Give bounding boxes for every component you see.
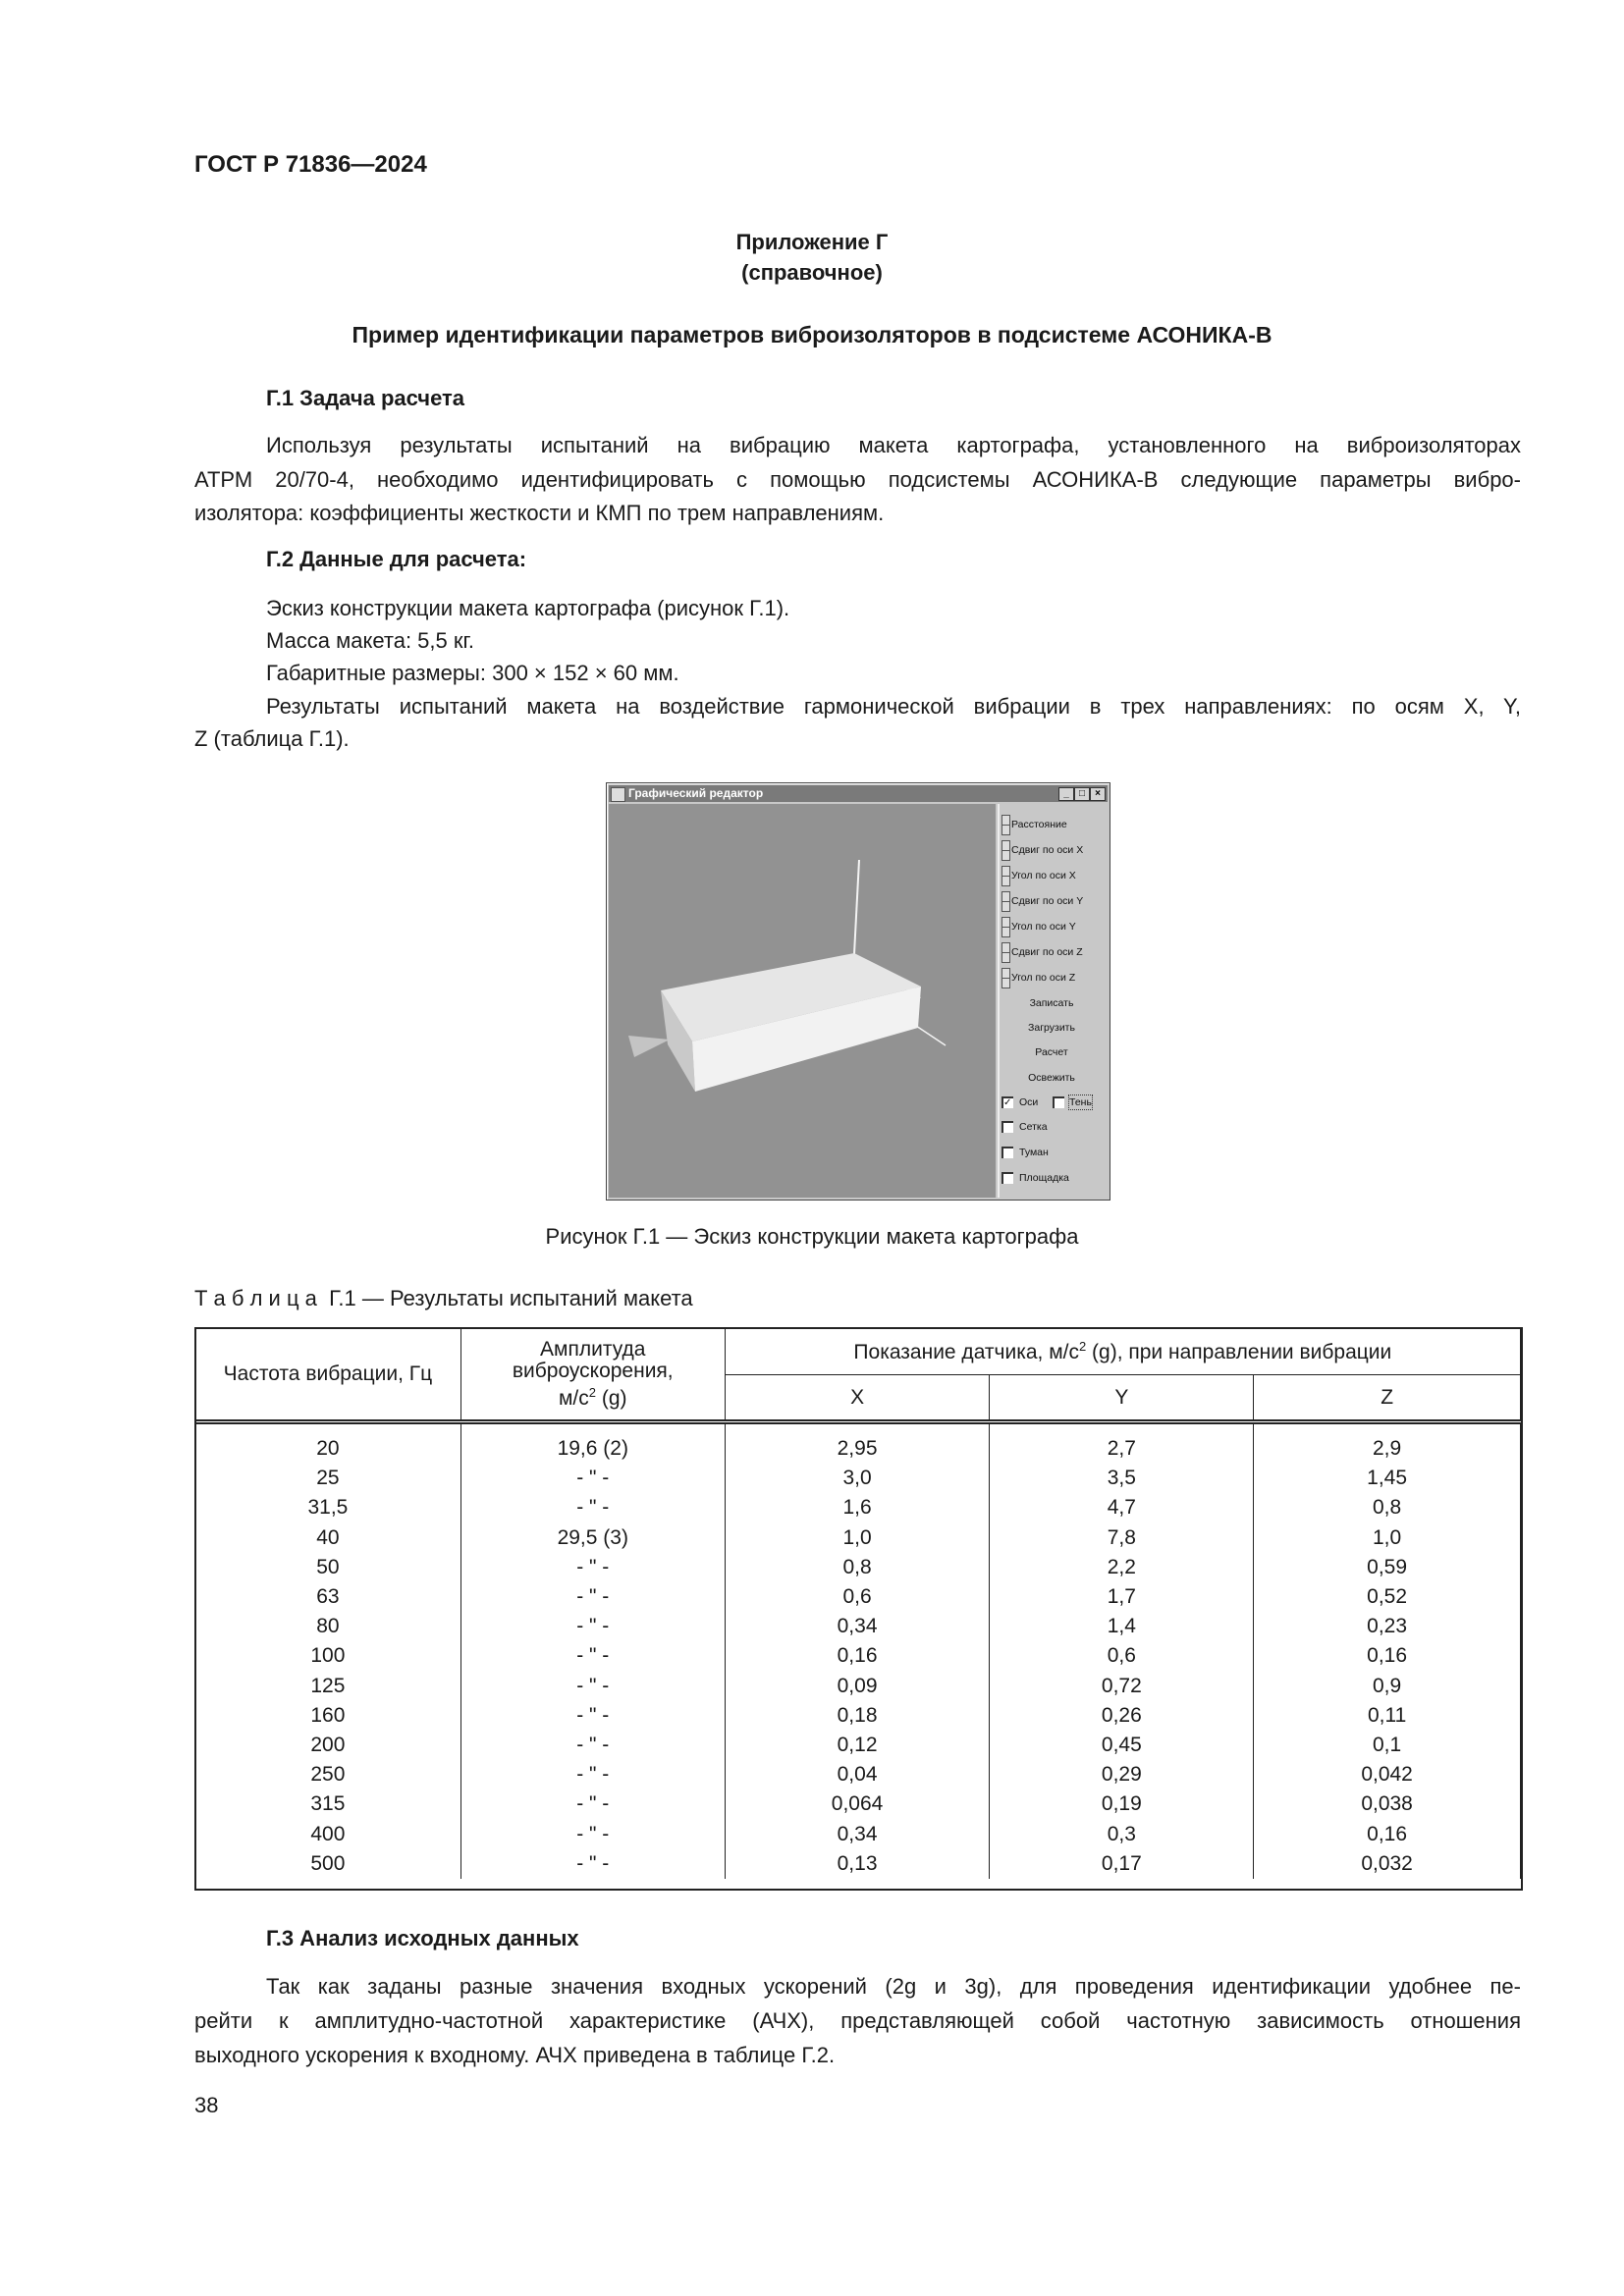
cell-x: 0,09 [725, 1672, 990, 1701]
cell-y: 1,4 [990, 1612, 1254, 1641]
cell-frequency: 63 [195, 1582, 461, 1612]
maximize-icon: □ [1074, 787, 1090, 801]
table-row [195, 1612, 1521, 1641]
cell-x: 0,34 [725, 1819, 990, 1848]
cell-frequency: 400 [195, 1819, 461, 1848]
cell-x: 1,0 [725, 1523, 990, 1553]
cell-frequency: 80 [195, 1612, 461, 1641]
paragraph-line: Эскиз конструкции макета картографа (рисунок Г.1). [266, 596, 790, 620]
cell-y: 0,72 [990, 1672, 1254, 1701]
table-row [195, 1523, 1521, 1553]
box-model-render [609, 804, 996, 1198]
close-icon: × [1090, 787, 1106, 801]
cell-frequency: 315 [195, 1789, 461, 1819]
cell-x: 0,8 [725, 1553, 990, 1582]
cell-amplitude: - " - [460, 1493, 725, 1522]
cell-y: 0,29 [990, 1760, 1254, 1789]
calculate-button[interactable]: Расчет [1035, 1046, 1068, 1058]
cell-y: 2,2 [990, 1553, 1254, 1582]
cell-z: 0,032 [1254, 1849, 1521, 1879]
page-number: 38 [194, 2093, 219, 2117]
cell-amplitude: 29,5 (3) [460, 1523, 725, 1553]
table-row [195, 1789, 1521, 1819]
header-x: X [725, 1375, 990, 1422]
cell-z: 0,042 [1254, 1760, 1521, 1789]
checkbox-icon[interactable] [1001, 1147, 1013, 1158]
cell-y: 4,7 [990, 1493, 1254, 1522]
cell-y: 0,26 [990, 1701, 1254, 1731]
cell-y: 2,7 [990, 1422, 1254, 1465]
appendix-kind: (справочное) [741, 260, 883, 285]
cell-z: 0,9 [1254, 1672, 1521, 1701]
cell-y: 0,3 [990, 1819, 1254, 1848]
cell-x: 0,064 [725, 1789, 990, 1819]
header-sensor: Показание датчика, $м/с^2$ (g), при направлении вибрации [725, 1328, 1520, 1375]
control-panel: Расстояние Сдвиг по оси X Угол по оси X Сдвиг по оси Y Угол по оси Y Сдвиг по оси Z Угол по оси Z Записать Загрузить Расчет Освежить ✓ Оси Тень Сетка Туман Площадка [998, 804, 1108, 1198]
cell-frequency: 50 [195, 1553, 461, 1582]
cell-amplitude: - " - [460, 1672, 725, 1701]
cell-z: 1,0 [1254, 1523, 1521, 1553]
cell-y: 0,17 [990, 1849, 1254, 1879]
cell-frequency: 40 [195, 1523, 461, 1553]
cell-x: 0,18 [725, 1701, 990, 1731]
cell-z: 0,8 [1254, 1493, 1521, 1522]
header-y: Y [990, 1375, 1254, 1422]
header-amplitude: Амплитуда виброускорения, $м/с^2$ (g) [460, 1328, 725, 1422]
minimize-icon: _ [1058, 787, 1074, 801]
refresh-button[interactable]: Освежить [1028, 1072, 1075, 1084]
cell-amplitude: - " - [460, 1582, 725, 1612]
table-row [195, 1582, 1521, 1612]
cell-x: 2,95 [725, 1422, 990, 1465]
cell-amplitude: - " - [460, 1849, 725, 1879]
cell-amplitude: - " - [460, 1641, 725, 1671]
paragraph-line: рейти к амплитудно-частотной характеристике (АЧХ), представляющей собой частотную зависимость отношения [194, 2008, 1521, 2033]
cell-z: 1,45 [1254, 1464, 1521, 1493]
cell-frequency: 125 [195, 1672, 461, 1701]
window-title: Графический редактор [628, 786, 764, 800]
cell-amplitude: - " - [460, 1819, 725, 1848]
paragraph-line: Используя результаты испытаний на вибрацию макета картографа, установленного на виброизоляторах [266, 433, 1521, 457]
results-table [194, 1327, 1521, 1879]
table-caption-text: Г.1 — Результаты испытаний макета [329, 1286, 693, 1310]
checkbox-icon[interactable] [1053, 1096, 1064, 1108]
cell-z: 0,23 [1254, 1612, 1521, 1641]
paragraph-line: Результаты испытаний макета на воздействие гармонической вибрации в трех направлениях: по осям X, Y, [266, 694, 1521, 719]
table-row [195, 1493, 1521, 1522]
cell-frequency: 500 [195, 1849, 461, 1879]
paragraph-line: Z (таблица Г.1). [194, 726, 350, 751]
paragraph-line: Масса макета: 5,5 кг. [266, 628, 474, 653]
table-caption-prefix: Т а б л и ц а [194, 1286, 317, 1310]
spinner-icon[interactable] [1001, 917, 1010, 937]
figure-caption: Рисунок Г.1 — Эскиз конструкции макета картографа [545, 1224, 1079, 1249]
cell-amplitude: - " - [460, 1464, 725, 1493]
cell-y: 0,19 [990, 1789, 1254, 1819]
x-axis [916, 1026, 946, 1045]
appendix-heading: Пример идентификации параметров виброизоляторов в подсистеме АСОНИКА-В [352, 322, 1272, 347]
cell-frequency: 200 [195, 1731, 461, 1760]
standard-header: ГОСТ Р 71836—2024 [194, 151, 427, 178]
paragraph-line: АТРМ 20/70-4, необходимо идентифицировать с помощью подсистемы АСОНИКА-В следующие параметры вибро- [194, 467, 1521, 492]
cell-y: 0,6 [990, 1641, 1254, 1671]
header-frequency: Частота вибрации, Гц [195, 1328, 461, 1422]
spinner-icon[interactable] [1001, 815, 1010, 835]
checkbox-checked-icon[interactable]: ✓ [1003, 1097, 1012, 1108]
table-row [195, 1553, 1521, 1582]
cell-y: 3,5 [990, 1464, 1254, 1493]
window-titlebar [609, 785, 1108, 802]
cell-x: 1,6 [725, 1493, 990, 1522]
cell-amplitude: - " - [460, 1731, 725, 1760]
cell-frequency: 250 [195, 1760, 461, 1789]
load-button[interactable]: Загрузить [1028, 1022, 1075, 1034]
z-axis [854, 860, 859, 954]
cell-y: 7,8 [990, 1523, 1254, 1553]
3d-viewport [609, 804, 996, 1198]
spinner-icon[interactable] [1001, 942, 1010, 963]
table-row [195, 1672, 1521, 1701]
checkbox-icon[interactable] [1001, 1121, 1013, 1133]
cell-z: 0,52 [1254, 1582, 1521, 1612]
table-row [195, 1760, 1521, 1789]
mount-cone [628, 1036, 670, 1057]
save-button[interactable]: Записать [1029, 997, 1074, 1009]
cell-z: 0,038 [1254, 1789, 1521, 1819]
spinner-icon[interactable] [1001, 968, 1010, 988]
paragraph-line: изолятора: коэффициенты жесткости и КМП по трем направлениям. [194, 501, 885, 525]
cell-frequency: 160 [195, 1701, 461, 1731]
appendix-title: Приложение Г [735, 230, 889, 254]
cell-y: 0,45 [990, 1731, 1254, 1760]
cell-x: 0,16 [725, 1641, 990, 1671]
section-heading-g1: Г.1 Задача расчета [266, 386, 465, 410]
cell-x: 0,13 [725, 1849, 990, 1879]
table-row [195, 1464, 1521, 1493]
cell-frequency: 25 [195, 1464, 461, 1493]
table-row [195, 1849, 1521, 1879]
paragraph-line: Габаритные размеры: 300 × 152 × 60 мм. [266, 661, 679, 685]
cell-amplitude: - " - [460, 1789, 725, 1819]
cell-amplitude: 19,6 (2) [460, 1422, 725, 1465]
section-heading-g3: Г.3 Анализ исходных данных [266, 1926, 579, 1950]
cell-z: 2,9 [1254, 1422, 1521, 1465]
cell-y: 1,7 [990, 1582, 1254, 1612]
header-z: Z [1254, 1375, 1521, 1422]
table-row [195, 1701, 1521, 1731]
cell-x: 0,6 [725, 1582, 990, 1612]
table-caption [194, 1286, 693, 1311]
cell-frequency: 20 [195, 1422, 461, 1465]
cell-frequency: 100 [195, 1641, 461, 1671]
checkbox-icon[interactable] [1001, 1172, 1013, 1184]
cell-x: 0,12 [725, 1731, 990, 1760]
cell-z: 0,16 [1254, 1641, 1521, 1671]
spinner-icon[interactable] [1001, 840, 1010, 861]
cell-frequency: 31,5 [195, 1493, 461, 1522]
app-icon [611, 787, 625, 802]
cell-x: 0,34 [725, 1612, 990, 1641]
cell-x: 3,0 [725, 1464, 990, 1493]
cell-amplitude: - " - [460, 1553, 725, 1582]
section-heading-g2: Г.2 Данные для расчета: [266, 547, 527, 571]
cell-x: 0,04 [725, 1760, 990, 1789]
table-row [195, 1819, 1521, 1848]
table-row [195, 1731, 1521, 1760]
cell-amplitude: - " - [460, 1612, 725, 1641]
cell-z: 0,59 [1254, 1553, 1521, 1582]
cell-amplitude: - " - [460, 1760, 725, 1789]
cell-amplitude: - " - [460, 1701, 725, 1731]
cell-z: 0,11 [1254, 1701, 1521, 1731]
table-row [195, 1641, 1521, 1671]
cell-z: 0,16 [1254, 1819, 1521, 1848]
graphic-editor-window-screenshot [606, 782, 1110, 1201]
spinner-icon[interactable] [1001, 891, 1010, 912]
paragraph-line: выходного ускорения к входному. АЧХ приведена в таблице Г.2. [194, 2043, 836, 2067]
cell-z: 0,1 [1254, 1731, 1521, 1760]
spinner-icon[interactable] [1001, 866, 1010, 886]
paragraph-line: Так как заданы разные значения входных ускорений (2g и 3g), для проведения идентификации удобнее пе- [266, 1974, 1521, 1999]
axes-checkbox[interactable]: ✓ Оси [1003, 1096, 1039, 1108]
table-row [195, 1422, 1521, 1465]
